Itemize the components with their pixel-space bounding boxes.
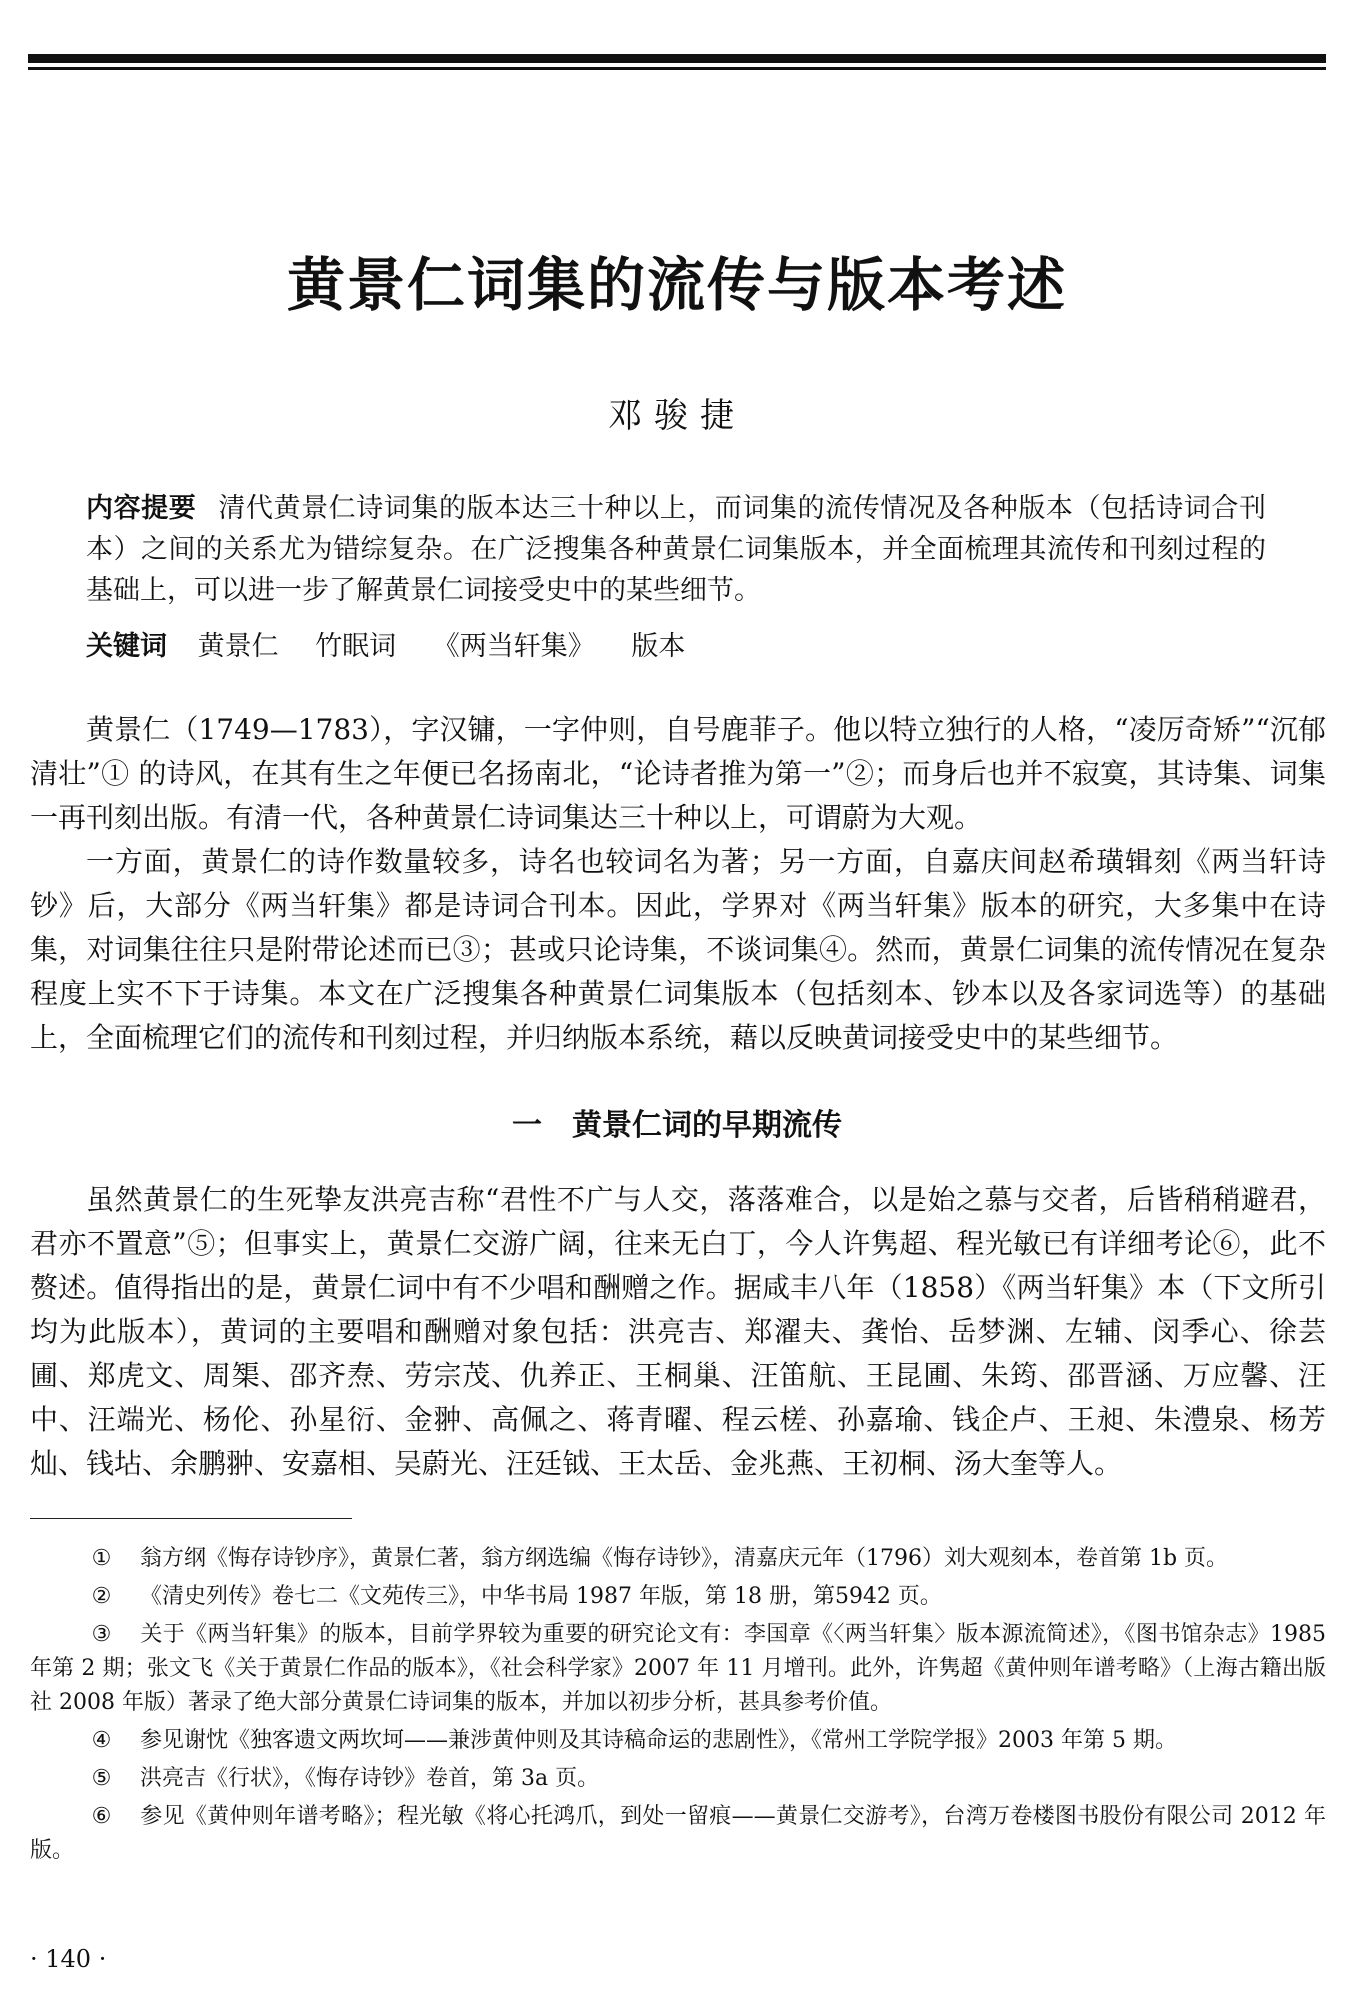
footnotes — [30, 1542, 1326, 1872]
footnote — [30, 1762, 1326, 1796]
header-rule-thick — [28, 54, 1326, 63]
article-author: 邓骏捷 — [608, 396, 746, 436]
page-number: · 140 · — [30, 1945, 107, 1973]
footnote-mark: ② — [91, 1584, 112, 1609]
article-title: 黄景仁词集的流传与版本考述 — [286, 251, 1067, 319]
keywords — [86, 626, 1266, 667]
keyword: 竹眠词 — [315, 631, 397, 662]
footnote — [30, 1800, 1326, 1868]
footnote-text: 翁方纲《悔存诗钞序》，黄景仁著，翁方纲选编《悔存诗钞》，清嘉庆元年（1796）刘大观刻本，卷首第 1b 页。 — [139, 1546, 1229, 1571]
footnote-text: 《清史列传》卷七二《文苑传三》，中华书局 1987 年版，第 18 册，第5942 页。 — [139, 1584, 942, 1609]
footnote-mark: ③ — [91, 1622, 112, 1647]
keywords-label: 关键词 — [86, 631, 167, 662]
footnote — [30, 1724, 1326, 1758]
keyword: 黄景仁 — [197, 631, 279, 662]
footnote-text: 关于《两当轩集》的版本，目前学界较为重要的研究论文有：李国章《〈两当轩集〉版本源流简述》，《图书馆杂志》1985 年第 2 期；张文飞《关于黄景仁作品的版本》，《社会科学家》2007 年 11 月增刊。此外，许隽超《黄仲则年谱考略》（上海古籍出版社 2008 年版）著录了绝大部分黄景仁诗词集的版本，并加以初步分析，甚具参考价值。 — [30, 1622, 1326, 1715]
footnote-text: 参见《黄仲则年谱考略》；程光敏《将心托鸿爪，到处一留痕——黄景仁交游考》，台湾万卷楼图书股份有限公司 2012 年版。 — [30, 1804, 1326, 1863]
footnote — [30, 1542, 1326, 1576]
abstract-label: 内容提要 — [86, 493, 197, 524]
body-paragraph: 黄景仁（1749—1783），字汉镛，一字仲则，自号鹿菲子。他以特立独行的人格，“凌厉奇矫”“沉郁清壮”① 的诗风，在其有生之年便已名扬南北，“论诗者推为第一”②；而身后也并不寂寞，其诗集、词集一再刊刻出版。有清一代，各种黄景仁诗词集达三十种以上，可谓蔚为大观。 — [30, 713, 1326, 834]
footnote-mark: ⑤ — [91, 1766, 112, 1791]
section-heading: 一 黄景仁词的早期流传 — [512, 1108, 842, 1143]
body-paragraph: 虽然黄景仁的生死挚友洪亮吉称“君性不广与人交，落落难合，以是始之慕与交者，后皆稍稍避君，君亦不置意”⑤；但事实上，黄景仁交游广阔，往来无白丁，今人许隽超、程光敏已有详细考论⑥，此不赘述。值得指出的是，黄景仁词中有不少唱和酬赠之作。据咸丰八年（1858）《两当轩集》本（下文所引均为此版本），黄词的主要唱和酬赠对象包括：洪亮吉、郑濯夫、龚怡、岳梦渊、左辅、闵季心、徐芸圃、郑虎文、周榘、邵齐焘、劳宗茂、仇养正、王桐巢、汪笛航、王昆圃、朱筠、邵晋涵、万应馨、汪中、汪端光、杨伦、孙星衍、金翀、高佩之、蒋青曜、程云槎、孙嘉瑜、钱企卢、王昶、朱澧泉、杨芳灿、钱坫、余鹏翀、安嘉相、吴蔚光、汪廷钺、王太岳、金兆燕、王初桐、汤大奎等人。 — [30, 1183, 1326, 1480]
footnote — [30, 1580, 1326, 1614]
header-rule-thin — [28, 67, 1326, 70]
footnote-text: 参见谢忱《独客遗文两坎坷——兼涉黄仲则及其诗稿命运的悲剧性》，《常州工学院学报》2003 年第 5 期。 — [139, 1728, 1177, 1753]
footnote-mark: ④ — [91, 1728, 112, 1753]
abstract-text: 清代黄景仁诗词集的版本达三十种以上，而词集的流传情况及各种版本（包括诗词合刊本）之间的关系尤为错综复杂。在广泛搜集各种黄景仁词集版本，并全面梳理其流传和刊刻过程的基础上，可以进一步了解黄景仁词接受史中的某些细节。 — [86, 493, 1267, 606]
footnote-text: 洪亮吉《行状》，《悔存诗钞》卷首，第 3a 页。 — [139, 1766, 600, 1791]
footnote-mark: ⑥ — [91, 1804, 112, 1829]
footnote-mark: ① — [91, 1546, 112, 1571]
keyword: 《两当轩集》 — [432, 631, 595, 662]
intro-body — [30, 708, 1326, 1060]
footnote-divider — [30, 1518, 352, 1519]
body-paragraph: 一方面，黄景仁的诗作数量较多，诗名也较词名为著；另一方面，自嘉庆间赵希璜辑刻《两当轩诗钞》后，大部分《两当轩集》都是诗词合刊本。因此，学界对《两当轩集》版本的研究，大多集中在诗集，对词集往往只是附带论述而已③；甚或只论诗集，不谈词集④。然而，黄景仁词集的流传情况在复杂程度上实不下于诗集。本文在广泛搜集各种黄景仁词集版本（包括刻本、钞本以及各家词选等）的基础上，全面梳理它们的流传和刊刻过程，并归纳版本系统，藉以反映黄词接受史中的某些细节。 — [30, 845, 1326, 1054]
footnote — [30, 1618, 1326, 1720]
abstract — [86, 488, 1266, 611]
keyword: 版本 — [631, 631, 686, 662]
section-body — [30, 1178, 1326, 1486]
